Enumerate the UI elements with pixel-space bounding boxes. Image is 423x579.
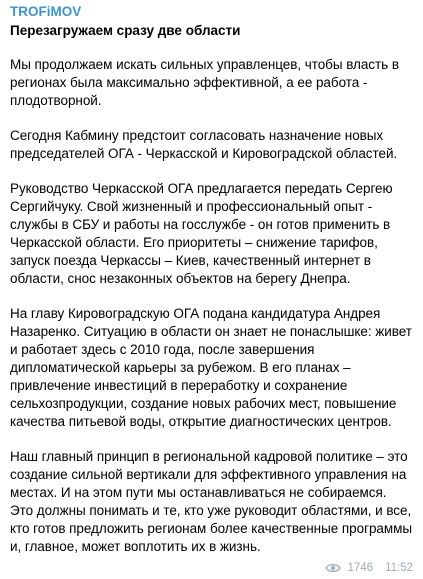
post-paragraph-5: Наш главный принцип в региональной кадровой политике – это создание сильной вертикали для эффективного управления на местах. И на этом пути мы останавливаться не собираемся. Это должны понимать и те, кто уже руководит областями, и все, кто готов предложить регионам более качественные программы и, главное, может воплотить их в жизнь.: [10, 449, 412, 554]
post-time: 11:52: [385, 562, 413, 574]
post-meta: [325, 561, 413, 575]
post-paragraph-4: На главу Кировоградскую ОГА подана кандидатура Андрея Назаренко. Ситуацию в области он знает не понаслышке: живет и работает здесь с 2010 года, после завершения дипломатической карьеры за рубежом. В его планах – привлечение инвестиций в переработку и сохранение сельхозпродукции, создание новых рабочих мест, повышение качества питьевой воды, открытие диагностических центров.: [10, 306, 412, 429]
post-paragraph-1: Мы продолжаем искать сильных управленцев, чтобы власть в регионах была максимально эффективной, а ее работа - плодотворной.: [10, 57, 399, 108]
channel-name[interactable]: TROFiMOV: [10, 4, 82, 19]
eye-icon: [325, 562, 341, 574]
post-headline: Перезагружаем сразу две области: [10, 23, 241, 38]
post-paragraph-2: Сегодня Кабмину предстоит согласовать назначение новых председателей ОГА - Черкасской и Кировоградской областей.: [10, 128, 398, 161]
view-count: 1746: [347, 562, 374, 574]
post-paragraph-3: Руководство Черкасской ОГА предлагается передать Сергею Сергийчуку. Свой жизненный и профессиональный опыт - службы в СБУ и работы на госслужбе - он готов применить в Черкасской области. Его приоритеты – снижение тарифов, запуск поезда Черкассы – Киев, качественный интернет в области, снос незаконных объектов на берегу Днепра.: [10, 181, 393, 286]
